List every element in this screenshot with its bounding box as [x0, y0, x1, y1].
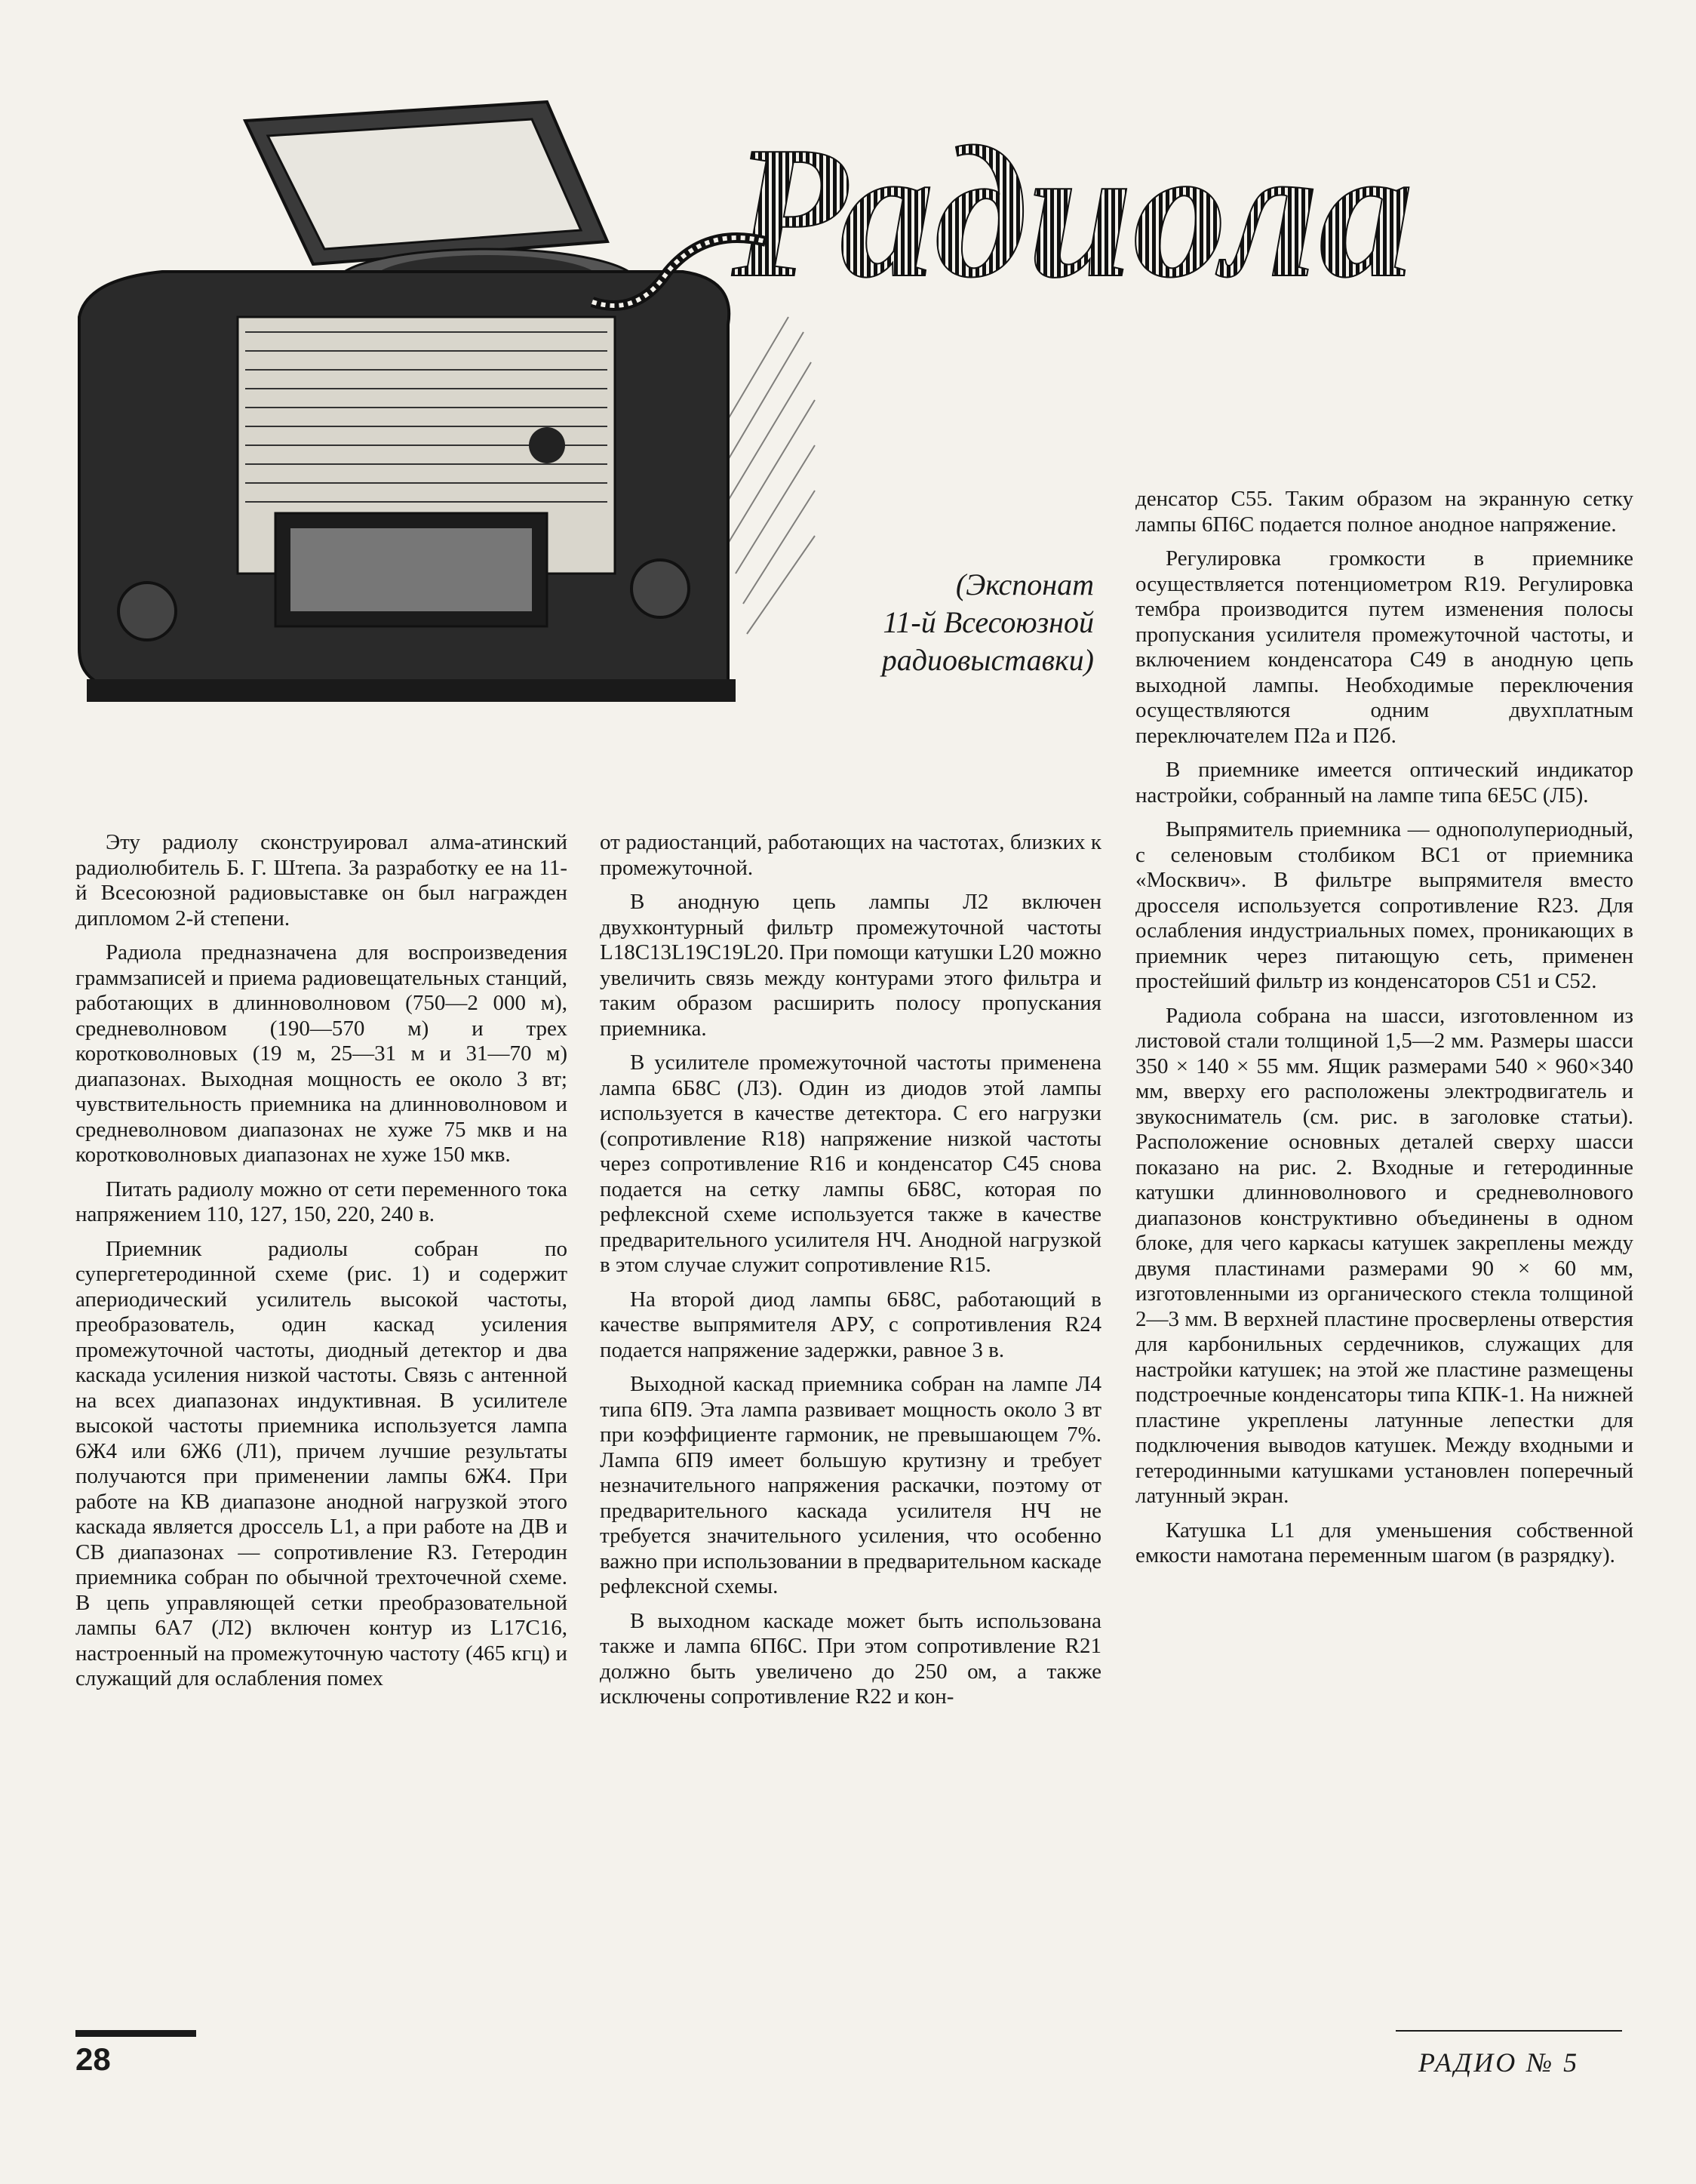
paragraph: В усилителе промежуточной частоты применена лампа 6Б8С (Л3). Один из диодов этой лампы используется в качестве детектора. С его нагрузки (сопротивление R18) напряжение низкой частоты через сопротивление R16 и конденсатор C45 снова подается на сетку лампы 6Б8С, которая по рефлексной схеме используется также в качестве предварительного усилителя НЧ. Анодной нагрузкой в этом случае служит сопротивление R15. [600, 1050, 1101, 1277]
paragraph: В приемнике имеется оптический индикатор настройки, собранный на лампе типа 6Е5С (Л5). [1135, 758, 1633, 807]
paragraph: Регулировка громкости в приемнике осуществляется потенциометром R19. Регулировка тембра производится путем изменения полосы пропускания усилителя промежуточной частоты, и включением конденсатора C49 в анодную цепь выходной лампы. Необходимые переключения осуществляются одним двухплатным переключателем П2а и П2б. [1135, 546, 1633, 748]
title-lettering [724, 98, 1637, 325]
radiola-illustration [64, 91, 819, 717]
page-number: 28 [75, 2041, 111, 2077]
caption-line: 11-й Всесоюзной [883, 605, 1094, 639]
caption-line: радиовыставки) [881, 643, 1094, 677]
paragraph: На второй диод лампы 6Б8С, работающий в качестве выпрямителя АРУ, с сопротивления R24 подается напряжение задержки, равное 3 в. [600, 1287, 1101, 1362]
paragraph: от радиостанций, работающих на частотах, близких к промежуточной. [600, 830, 1101, 880]
footer-rule-left [75, 2030, 196, 2037]
title-text: Радиола [732, 108, 1414, 317]
paragraph: Радиола предназначена для воспроизведения граммзаписей и приема радиовещательных станций, работающих в длинноволновом (750—2 000 м), средневолновом (190—570 м) и трех коротковолновых (19 м, 25—31 м и 31—70 м) диапазонах. Выходная мощность ее около 3 вт; чувствительность приемника на длинноволновом и средневолновом диапазонах не хуже 75 мкв и на коротковолновых диапазонах не хуже 150 мкв. [75, 940, 567, 1167]
paragraph: Катушка L1 для уменьшения собственной емкости намотана переменным шагом (в разрядку). [1135, 1518, 1633, 1567]
column-3 [1135, 487, 1633, 1578]
illustration-caption [792, 566, 1094, 679]
magazine-name: РАДИО № 5 [1418, 2047, 1580, 2078]
column-1 [75, 830, 567, 1701]
paragraph: Радиола собрана на шасси, изготовленном из листовой стали толщиной 1,5—2 мм. Размеры шасси 350 × 140 × 55 мм. Ящик размерами 540 × 960×340 мм, вверху его расположены электродвигатель и звукосниматель (см. рис. в заголовке статьи). Расположение основных деталей сверху шасси показано на рис. 2. Входные и гетеродинные катушки длинноволнового и средневолнового диапазонов конструктивно объединены в одном блоке, для чего каркасы катушек закреплены между двумя пластинами размерами 90 × 60 мм, изготовленными из органического стекла толщиной 2—3 мм. В верхней пластине просверлены отверстия для карбонильных сердечников, служащих для настройки катушек; на этой же пластине размещены подстроечные конденсаторы типа КПК-1. На нижней пластине укреплены латунные лепестки для подключения выводов катушек. Между входными и гетеродинными катушками установлен поперечный латунный экран. [1135, 1003, 1633, 1508]
paragraph: Приемник радиолы собран по супергетеродинной схеме (рис. 1) и содержит апериодический усилитель высокой частоты, преобразователь, один каскад усиления промежуточной частоты, диодный детектор и два каскада усиления низкой частоты. Связь с антенной на всех диапазонах индуктивная. В усилителе высокой частоты приемника используется лампа 6Ж4 или 6Ж6 (Л1), причем лучшие результаты получаются при применении лампы 6Ж4. При работе на КВ диапазоне анодной нагрузкой этого каскада является дроссель L1, а при работе на ДВ и СВ диапазонах — сопротивление R3. Гетеродин приемника собран по обычной трехточечной схеме. В цепь управляющей сетки преобразовательной лампы 6А7 (Л2) включен контур из L17C16, настроенный на промежуточную частоту (465 кгц) и служащий для ослабления помех [75, 1236, 567, 1690]
paragraph: Питать радиолу можно от сети переменного тока напряжением 110, 127, 150, 220, 240 в. [75, 1177, 567, 1226]
paragraph: В выходном каскаде может быть использована также и лампа 6П6С. При этом сопротивление R21 должно быть увеличено до 250 ом, а также исключены сопротивление R22 и кон- [600, 1608, 1101, 1709]
column-2 [600, 830, 1101, 1719]
paragraph: В анодную цепь лампы Л2 включен двухконтурный фильтр промежуточной частоты L18C13L19C19L20. При помощи катушки L20 можно увеличить связь между контурами этого фильтра и таким образом расширить полосу пропускания приемника. [600, 890, 1101, 1041]
paragraph: Выходной каскад приемника собран на лампе Л4 типа 6П9. Эта лампа развивает мощность около 3 вт при коэффициенте гармоник, не превышающем 7%. Лампа 6П9 имеет большую крутизну и требует незначительного напряжения раскачки, поэтому от предварительного каскада усилителя НЧ не требуется значительного усиления, что особенно важно при использовании в предварительном каскаде рефлексной схемы. [600, 1372, 1101, 1598]
paragraph: денсатор C55. Таким образом на экранную сетку лампы 6П6С подается полное анодное напряжение. [1135, 487, 1633, 537]
footer-rule-right [1396, 2030, 1622, 2032]
caption-line: (Экспонат [955, 568, 1094, 601]
paragraph: Эту радиолу сконструировал алма-атинский радиолюбитель Б. Г. Штепа. За разработку ее на 11-й Всесоюзной радиовыставке он был награжден дипломом 2-й степени. [75, 830, 567, 931]
paragraph: Выпрямитель приемника — однополупериодный, с селеновым столбиком ВС1 от приемника «Москвич». В фильтре выпрямителя вместо дросселя используется сопротивление R23. Для ослабления индустриальных помех, проникающих в приемник через питающую сеть, применен простейший фильтр из конденсаторов C51 и C52. [1135, 817, 1633, 993]
